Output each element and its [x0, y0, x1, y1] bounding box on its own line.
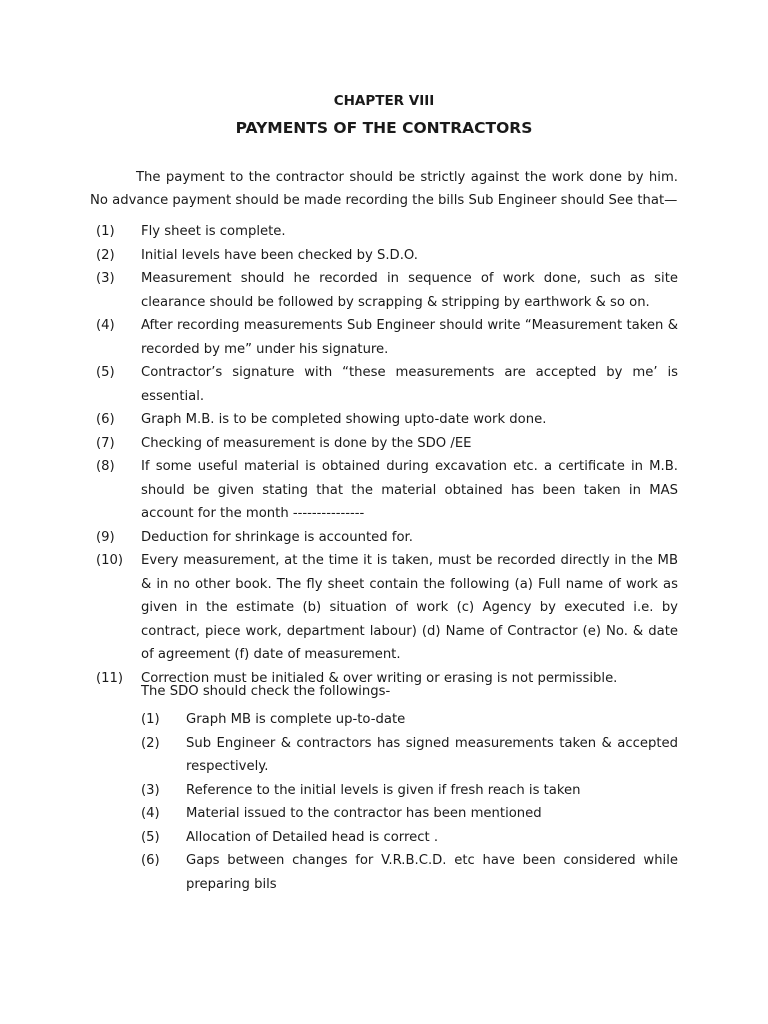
list-item — [141, 779, 678, 803]
list-item — [96, 244, 678, 268]
sdo-intro: The SDO should check the followings- — [141, 684, 391, 699]
item-text: Graph MB is complete up-to-date — [186, 712, 406, 727]
item-number: (8) — [96, 459, 115, 474]
item-text: Allocation of Detailed head is correct . — [186, 829, 439, 845]
list-item — [96, 432, 678, 456]
item-text: Checking of measurement is done by the SDO /EE — [141, 435, 472, 451]
item-number: (9) — [96, 529, 115, 545]
item-number: (10) — [96, 553, 124, 568]
list-item — [96, 408, 678, 432]
intro-text: The payment to the contractor should be strictly against the work done by him. No advance payment should be made recording the bills Sub Engineer should See that— — [90, 170, 678, 208]
list-item — [141, 849, 678, 896]
list-item — [141, 826, 678, 850]
page-title: PAYMENTS OF THE CONTRACTORS — [235, 119, 533, 137]
item-text: Correction must be initialed & over writing or erasing is not permissible. — [141, 670, 618, 686]
list-item — [96, 314, 678, 361]
item-number: (1) — [96, 224, 115, 239]
item-number: (6) — [96, 412, 115, 427]
item-text: Gaps between changes for V.R.B.C.D. etc have been considered while preparing bils — [186, 853, 678, 892]
item-text: Sub Engineer & contractors has signed measurements taken & accepted respectively. — [186, 735, 678, 774]
list-item — [141, 802, 678, 826]
item-text: Deduction for shrinkage is accounted for. — [141, 529, 413, 545]
list-item — [96, 361, 678, 408]
item-text: Initial levels have been checked by S.D.O. — [141, 247, 418, 263]
engineer-checklist — [96, 220, 678, 690]
chapter-heading: CHAPTER VIII — [333, 93, 435, 109]
item-number: (2) — [141, 735, 160, 751]
item-text: Graph M.B. is to be completed showing upto-date work done. — [141, 412, 547, 427]
item-number: (4) — [141, 806, 160, 821]
item-text: Reference to the initial levels is given if fresh reach is taken — [186, 782, 581, 798]
intro-paragraph — [90, 166, 678, 212]
list-item — [96, 267, 678, 314]
sdo-checklist — [141, 708, 678, 896]
item-text: Contractor’s signature with “these measurements are accepted by me’ is essential. — [141, 365, 678, 404]
item-text: Measurement should he recorded in sequence of work done, such as site clearance should be followed by scrapping & stripping by earthwork & so on. — [141, 271, 678, 310]
item-text: Material issued to the contractor has been mentioned — [186, 806, 542, 821]
item-text: Every measurement, at the time it is taken, must be recorded directly in the MB & in no other book. The fly sheet contain the following (a) Full name of work as given in the estimate (b) situation of work (c) Agency by executed i.e. by contract, piece work, department labour) (d) Name of Contractor (e) No. & date of agreement (f) date of measurement. — [141, 553, 678, 662]
list-item — [96, 526, 678, 550]
item-number: (4) — [96, 318, 115, 333]
list-item — [96, 549, 678, 667]
item-text: Fly sheet is complete. — [141, 224, 286, 239]
item-text: If some useful material is obtained during excavation etc. a certificate in M.B. should be given stating that the material obtained has been taken in MAS account for the month --------------- — [141, 459, 678, 521]
item-number: (5) — [141, 829, 160, 845]
item-number: (5) — [96, 365, 115, 380]
list-item — [141, 708, 678, 732]
item-number: (3) — [141, 782, 160, 798]
item-number: (11) — [96, 670, 124, 686]
item-text: After recording measurements Sub Engineer should write “Measurement taken & recorded by me” under his signature. — [141, 318, 678, 357]
item-number: (2) — [96, 247, 115, 263]
item-number: (1) — [141, 712, 160, 727]
item-number: (7) — [96, 435, 115, 451]
item-number: (6) — [141, 853, 160, 868]
list-item — [96, 220, 678, 244]
list-item — [96, 455, 678, 526]
item-number: (3) — [96, 271, 115, 286]
list-item — [141, 732, 678, 779]
